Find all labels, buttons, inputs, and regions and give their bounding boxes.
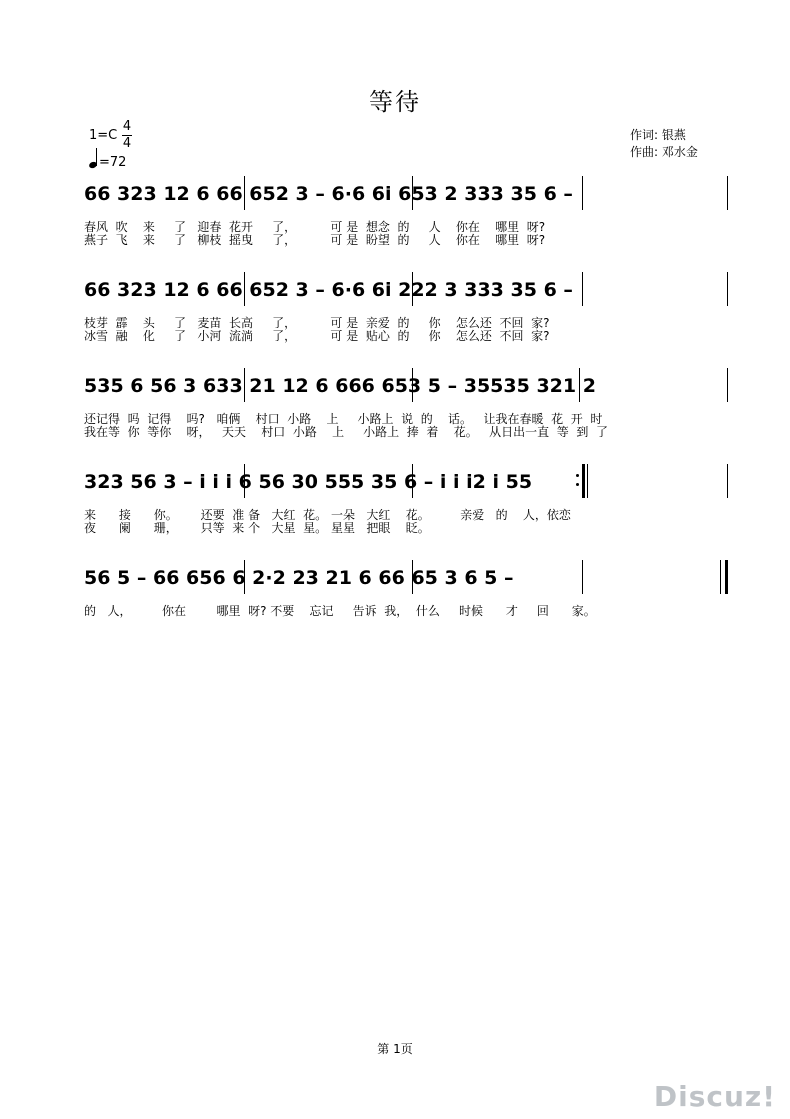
time-sig-bottom: 4 <box>122 136 132 151</box>
quarter-note-icon <box>89 148 99 170</box>
score-system-3 <box>82 368 730 448</box>
composer: 作曲: 邓水金 <box>630 145 698 159</box>
song-title: 等待 <box>369 88 421 116</box>
melody-line: 66 323 12 6 66 652 3 – 6·6 6i 653 2 333 35 6 – <box>84 183 573 205</box>
lyrics-verse-2: 燕子 飞 来 了 柳枝 摇曳 了， 可 是 盼望 的 人 你在 哪里 呀? <box>84 233 546 247</box>
melody-line: 66 323 12 6 66 652 3 – 6·6 6i 222 3 333 35 6 – <box>84 279 573 301</box>
credits <box>630 127 698 161</box>
watermark: Discuz! <box>653 1080 776 1113</box>
page-number: 第 1页 <box>377 1042 413 1056</box>
melody-line: 56 5 – 66 656 6 2·2 23 21 6 66 65 3 6 5 – <box>84 567 514 589</box>
lyrics-verse-1: 来 接 你。 还要 准 备 大红 花。 一朵 大红 花。 亲爱 的 人，依恋 <box>84 508 571 522</box>
tempo-marking <box>89 148 126 170</box>
lyrics-verse-1: 枝芽 霹 头 了 麦苗 长高 了， 可 是 亲爱 的 你 怎么还 不回 家? <box>84 316 550 330</box>
key-signature: 1=C <box>89 128 118 143</box>
lyrics-verse-1: 还记得 吗 记得 吗? 咱俩 村口 小路 上 小路上 说 的 话。 让我在春暖 花 开 时 <box>84 412 603 426</box>
score-system-4 <box>82 464 730 544</box>
score-system-1 <box>82 176 730 256</box>
time-sig-top: 4 <box>122 119 132 134</box>
lyrics-verse-2: 夜 阑 珊， 只等 来 个 大星 星。 星星 把眼 眨。 <box>84 521 430 535</box>
tempo-value: =72 <box>99 155 127 170</box>
lyricist: 作词: 银燕 <box>630 128 686 142</box>
melody-line: 535 6 56 3 633 21 12 6 666 653 5 – 35535 321 2 <box>84 375 596 397</box>
time-signature <box>122 120 132 151</box>
lyrics-verse-1: 春风 吹 来 了 迎春 花开 了， 可 是 想念 的 人 你在 哪里 呀? <box>84 220 546 234</box>
score-system-2 <box>82 272 730 352</box>
melody-line: 323 56 3 – i i i 6 56 30 555 35 6 – i i i2 i 55 <box>84 471 533 493</box>
score-system-5 <box>82 560 730 640</box>
lyrics-verse-1: 的 人， 你在 哪里 呀? 不要 忘记 告诉 我， 什么 时候 才 回 家。 <box>84 604 596 618</box>
lyrics-verse-2: 冰雪 融 化 了 小河 流淌 了， 可 是 贴心 的 你 怎么还 不回 家? <box>84 329 550 343</box>
lyrics-verse-2: 我在等 你 等你 呀， 天天 村口 小路 上 小路上 捧 着 花。 从日出一直 等 到 了 <box>84 425 609 439</box>
